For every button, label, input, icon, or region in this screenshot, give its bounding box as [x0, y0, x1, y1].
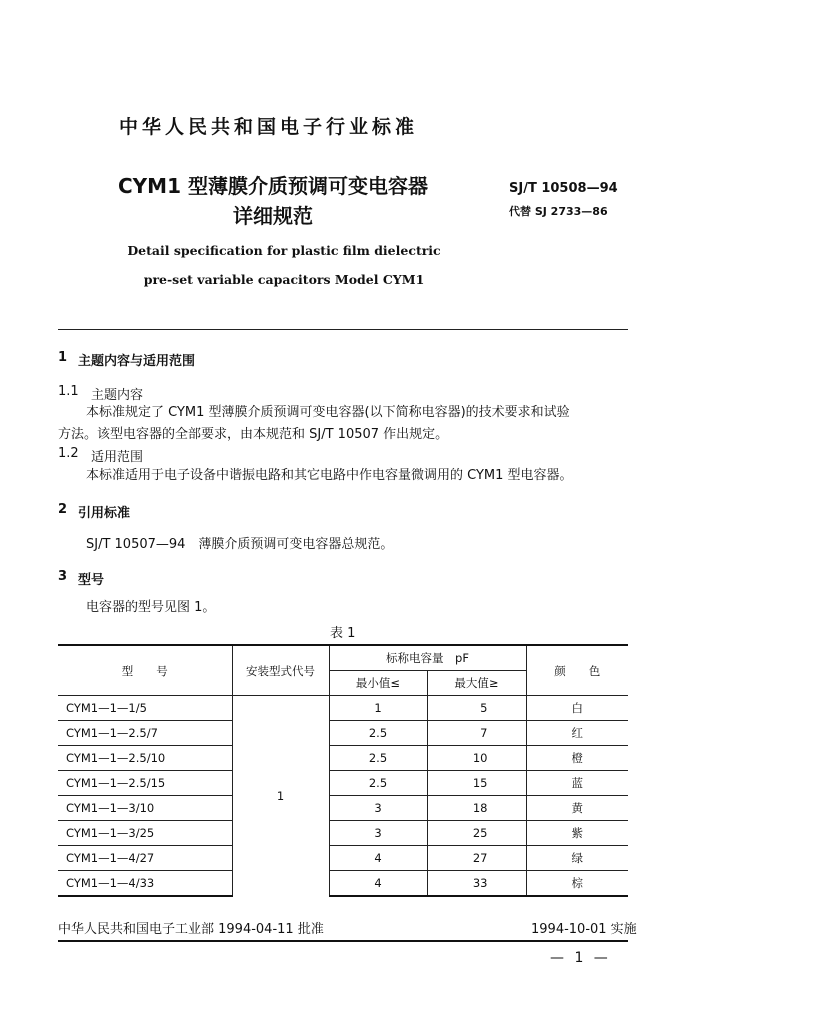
- section-1-2-title: 适用范围: [91, 450, 144, 465]
- min-cell: 3: [329, 821, 427, 846]
- mount-code-cell: 1: [232, 696, 329, 897]
- color-cell: 蓝: [526, 771, 628, 796]
- table-caption: 表 1: [330, 626, 356, 641]
- table-row: [58, 821, 628, 846]
- document-subtitle: 详细规范: [233, 204, 313, 228]
- section-3-text: 电容器的型号见图 1。: [86, 600, 216, 615]
- max-cell: 18: [427, 796, 526, 821]
- footer-divider: [58, 940, 628, 942]
- color-cell: 黄: [526, 796, 628, 821]
- replaces-standard: 代替 SJ 2733—86: [509, 205, 608, 218]
- model-cell: CYM1—1—2.5/15: [58, 771, 232, 796]
- min-cell: 4: [329, 871, 427, 897]
- table-row: [58, 746, 628, 771]
- min-cell: 4: [329, 846, 427, 871]
- color-cell: 绿: [526, 846, 628, 871]
- english-title-line2: pre-set variable capacitors Model CYM1: [143, 272, 425, 287]
- header-color: 颜 色: [526, 645, 628, 696]
- max-cell: 25: [427, 821, 526, 846]
- table-row: [58, 846, 628, 871]
- reference-standard: SJ/T 10507—94 薄膜介质预调可变电容器总规范。: [86, 537, 394, 552]
- color-cell: 橙: [526, 746, 628, 771]
- standard-number: SJ/T 10508—94: [509, 181, 618, 196]
- min-cell: 2.5: [329, 746, 427, 771]
- approval-date: 中华人民共和国电子工业部 1994-04-11 批准: [58, 922, 324, 937]
- table-row: [58, 796, 628, 821]
- min-cell: 3: [329, 796, 427, 821]
- section-1-2-text: 本标准适用于电子设备中谐振电路和其它电路中作电容量微调用的 CYM1 型电容器。: [86, 468, 573, 483]
- header-mount-code: 安装型式代号: [232, 645, 329, 696]
- english-title-line1: Detail specification for plastic film dielectric: [127, 243, 441, 258]
- table-row: [58, 721, 628, 746]
- min-cell: 2.5: [329, 721, 427, 746]
- model-cell: CYM1—1—4/33: [58, 871, 232, 897]
- standard-header: 中华人民共和国电子行业标准: [119, 116, 419, 138]
- model-cell: CYM1—1—2.5/10: [58, 746, 232, 771]
- max-cell: 10: [427, 746, 526, 771]
- section-1-1-title: 主题内容: [91, 388, 144, 403]
- section-1-1-text-line1: 本标准规定了 CYM1 型薄膜介质预调可变电容器(以下简称电容器)的技术要求和试验: [86, 405, 570, 420]
- section-2-number: 2: [58, 502, 68, 517]
- table-row: [58, 871, 628, 897]
- header-model: 型 号: [58, 645, 232, 696]
- header-max: 最大值≥: [427, 671, 526, 696]
- section-3-title: 型号: [78, 573, 105, 588]
- model-cell: CYM1—1—2.5/7: [58, 721, 232, 746]
- model-cell: CYM1—1—4/27: [58, 846, 232, 871]
- model-cell: CYM1—1—3/25: [58, 821, 232, 846]
- model-cell: CYM1—1—1/5: [58, 696, 232, 721]
- max-cell: 15: [427, 771, 526, 796]
- max-cell: 33: [427, 871, 526, 897]
- section-1-1-text-line2: 方法。该型电容器的全部要求，由本规范和 SJ/T 10507 作出规定。: [58, 427, 449, 442]
- section-1-1-number: 1.1: [58, 384, 79, 399]
- header-capacitance: 标称电容量 pF: [329, 645, 526, 671]
- min-cell: 2.5: [329, 771, 427, 796]
- max-cell: 5: [427, 696, 526, 721]
- color-cell: 红: [526, 721, 628, 746]
- min-cell: 1: [329, 696, 427, 721]
- section-2-title: 引用标准: [78, 506, 131, 521]
- document-title: CYM1 型薄膜介质预调可变电容器: [118, 174, 428, 198]
- title-divider: [58, 329, 628, 330]
- color-cell: 白: [526, 696, 628, 721]
- section-3-number: 3: [58, 569, 68, 584]
- model-cell: CYM1—1—3/10: [58, 796, 232, 821]
- capacitor-model-table: [58, 644, 628, 897]
- header-min: 最小值≤: [329, 671, 427, 696]
- implementation-date: 1994-10-01 实施: [531, 922, 637, 937]
- table-row: [58, 771, 628, 796]
- section-1-number: 1: [58, 350, 68, 365]
- color-cell: 棕: [526, 871, 628, 897]
- max-cell: 27: [427, 846, 526, 871]
- table-row: [58, 696, 628, 721]
- section-1-2-number: 1.2: [58, 446, 79, 461]
- section-1-title: 主题内容与适用范围: [78, 354, 196, 369]
- page-number: — 1 —: [550, 950, 611, 966]
- max-cell: 7: [427, 721, 526, 746]
- color-cell: 紫: [526, 821, 628, 846]
